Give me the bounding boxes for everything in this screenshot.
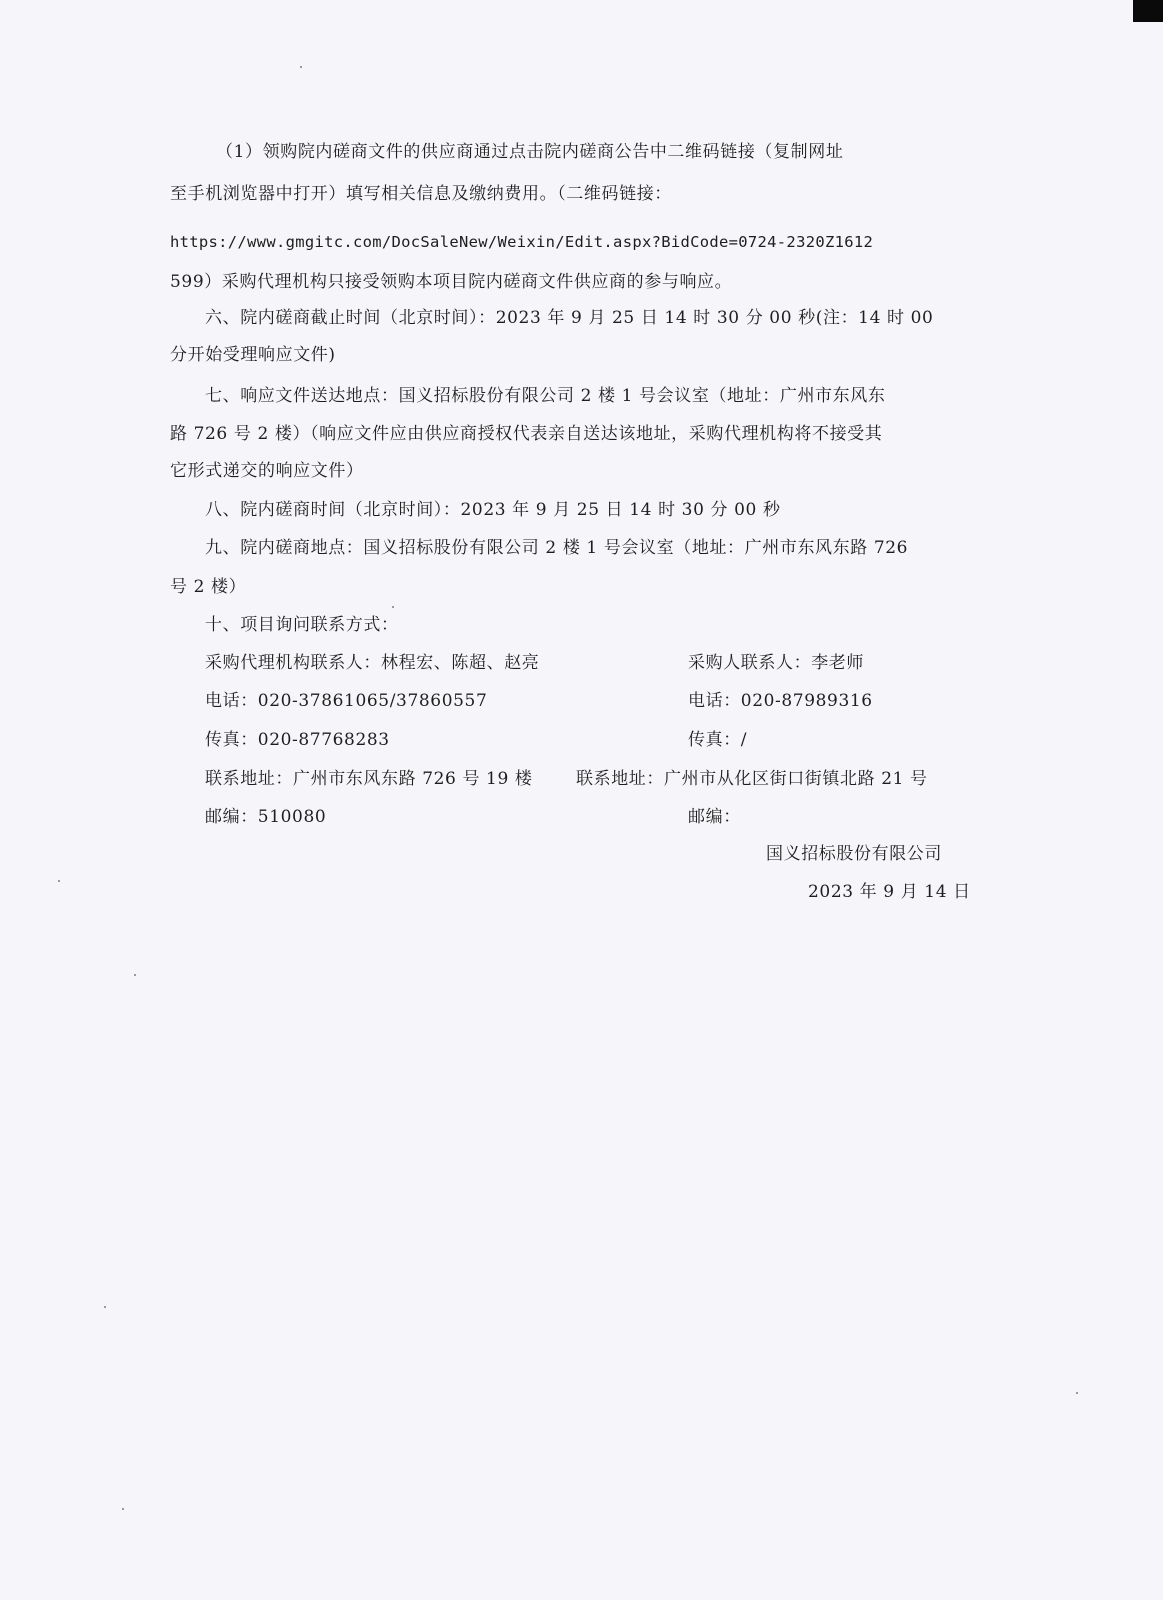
purchaser-fax: 传真：/ [688, 730, 748, 750]
paragraph-1-line-1: （1）领购院内磋商文件的供应商通过点击院内磋商公告中二维码链接（复制网址 [216, 142, 844, 162]
signature-company: 国义招标股份有限公司 [766, 844, 942, 864]
purchaser-contacts: 采购人联系人：李老师 [688, 653, 864, 673]
section-9-line-2: 号 2 楼） [170, 577, 247, 597]
scan-speck [1076, 1392, 1078, 1394]
agency-address: 联系地址：广州市东风东路 726 号 19 楼 [205, 769, 533, 789]
scan-speck [58, 880, 60, 882]
scan-speck [122, 1508, 124, 1510]
paragraph-1-line-2: 至手机浏览器中打开）填写相关信息及缴纳费用。（二维码链接： [170, 184, 672, 204]
section-7-line-1: 七、响应文件送达地点：国义招标股份有限公司 2 楼 1 号会议室（地址：广州市东风东 [205, 386, 886, 406]
section-6-line-1: 六、院内磋商截止时间（北京时间）：2023 年 9 月 25 日 14 时 30 分 00 秒(注：14 时 00 [205, 308, 934, 328]
purchaser-phone: 电话：020-87989316 [688, 691, 873, 711]
section-10-heading: 十、项目询问联系方式： [205, 615, 399, 635]
agency-postcode: 邮编：510080 [205, 807, 327, 827]
section-6-line-2: 分开始受理响应文件) [170, 345, 336, 365]
scan-speck [300, 66, 302, 68]
signature-date: 2023 年 9 月 14 日 [808, 882, 971, 902]
section-8-line-1: 八、院内磋商时间（北京时间）：2023 年 9 月 25 日 14 时 30 分 00 秒 [205, 500, 781, 520]
paragraph-1-line-4: 599）采购代理机构只接受领购本项目院内磋商文件供应商的参与响应。 [170, 272, 733, 292]
agency-fax: 传真：020-87768283 [205, 730, 390, 750]
purchaser-address: 联系地址：广州市从化区街口街镇北路 21 号 [576, 769, 928, 789]
qr-link-url: https://www.gmgitc.com/DocSaleNew/Weixin/Edit.aspx?BidCode=0724-2320Z1612 [170, 233, 874, 251]
agency-contacts: 采购代理机构联系人：林程宏、陈超、赵亮 [205, 653, 540, 673]
scan-speck [392, 606, 394, 608]
scan-speck [134, 974, 136, 976]
section-9-line-1: 九、院内磋商地点：国义招标股份有限公司 2 楼 1 号会议室（地址：广州市东风东路 726 [205, 538, 909, 558]
agency-phone: 电话：020-37861065/37860557 [205, 691, 488, 711]
purchaser-postcode: 邮编： [688, 807, 741, 827]
section-7-line-3: 它形式递交的响应文件） [170, 461, 364, 481]
scan-speck [104, 1306, 106, 1308]
scan-edge-mark [1133, 0, 1163, 22]
section-7-line-2: 路 726 号 2 楼）（响应文件应由供应商授权代表亲自送达该地址，采购代理机构将不接受其 [170, 424, 883, 444]
